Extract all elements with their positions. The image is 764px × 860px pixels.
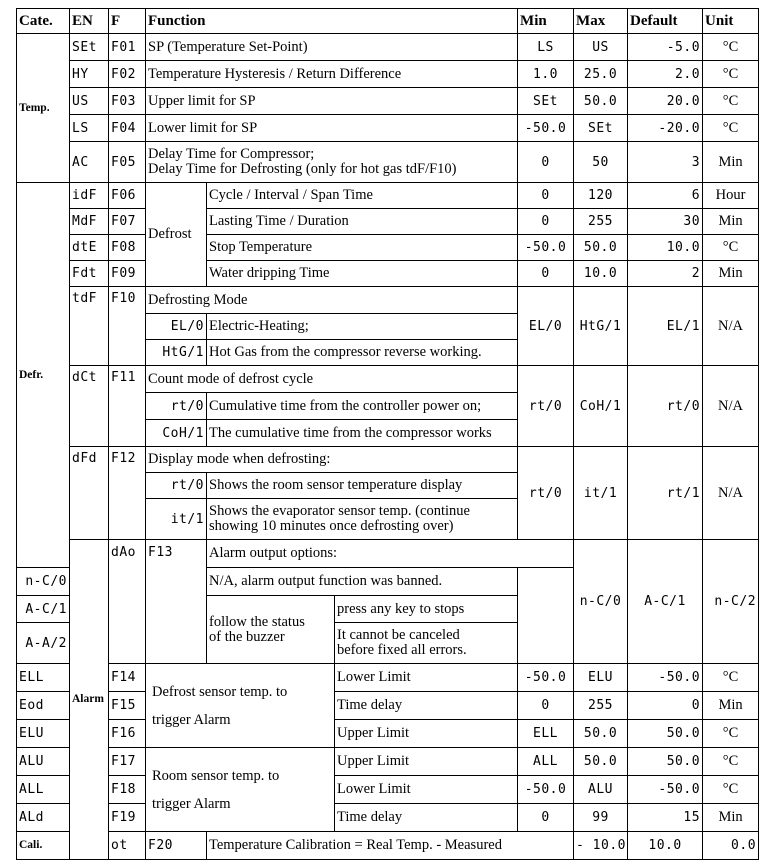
min-value: 0 [518,209,574,235]
max-value: 50.0 [574,720,628,748]
function-text: Lower limit for SP [146,115,518,142]
function-text: Lasting Time / Duration [207,209,518,235]
en-code: MdF [70,209,109,235]
max-value: 50.0 [574,748,628,776]
default-value: -50.0 [628,776,703,804]
unit-value: °C [703,776,759,804]
min-value: 0 [518,261,574,287]
function-text: Upper Limit [335,748,518,776]
min-value: SEt [518,88,574,115]
unit-value: Min [703,804,759,832]
header-function: Function [146,9,518,34]
default-value: 3 [628,142,703,183]
table-row [17,34,759,61]
table-row [17,832,759,860]
option-line-2: before fixed all errors. [337,642,467,658]
max-value: 50 [574,142,628,183]
unit-value: °C [703,664,759,692]
min-value: 0 [518,142,574,183]
option-line-2: showing 10 minutes once defrosting over) [209,518,454,534]
default-value: EL/1 [628,287,703,366]
en-code: ALd [17,804,70,832]
function-text: Lower Limit [335,664,518,692]
en-code: ot [109,832,146,860]
unit-value: N/A [703,287,759,366]
unit-value: Min [703,261,759,287]
f-code: F16 [109,720,146,748]
table-row [17,261,759,287]
function-text [146,142,518,183]
table-row [17,720,759,748]
en-code: ALU [17,748,70,776]
default-value: rt/0 [628,366,703,447]
f-code: F19 [109,804,146,832]
function-text: Water dripping Time [207,261,518,287]
table-row [17,804,759,832]
table-row [17,115,759,142]
function-text: Upper Limit [335,720,518,748]
min-value: -50.0 [518,235,574,261]
default-value: 15 [628,804,703,832]
en-code: idF [70,183,109,209]
max-value: US [574,34,628,61]
option-code: A-A/2 [17,623,70,664]
unit-value: N/A [703,366,759,447]
max-value: 50.0 [574,235,628,261]
unit-value: °C [703,748,759,776]
unit-value: Min [703,142,759,183]
option-code: CoH/1 [146,420,207,447]
f-code: F10 [109,287,146,366]
en-code: SEt [70,34,109,61]
f-code: F03 [109,88,146,115]
min-value: LS [518,34,574,61]
unit-value: °C [703,720,759,748]
min-value: rt/0 [518,366,574,447]
table-row [17,447,759,473]
max-value: 25.0 [574,61,628,88]
max-value: HtG/1 [574,287,628,366]
category-temp: Temp. [17,34,70,183]
max-value: 99 [574,804,628,832]
unit-value: °C [703,115,759,142]
option-code: it/1 [146,499,207,540]
group-line-2: trigger Alarm [152,795,231,812]
f-code: F17 [109,748,146,776]
function-text: Temperature Hysteresis / Return Difference [146,61,518,88]
unit-value: °C [703,34,759,61]
unit-value: °C [703,88,759,115]
default-value: 0.0 [703,832,759,860]
table-row [17,692,759,720]
max-value: CoH/1 [574,366,628,447]
min-value: rt/0 [518,447,574,540]
option-line-1: It cannot be canceled [337,627,460,643]
option-code: n-C/0 [17,568,70,596]
f-code: F08 [109,235,146,261]
function-text: Defrosting Mode [146,287,518,314]
group-line-1: Defrost sensor temp. to [152,683,288,700]
max-value: SEt [574,115,628,142]
table-row [17,235,759,261]
function-text: Display mode when defrosting: [146,447,518,473]
min-value: 0 [518,183,574,209]
f-code: F11 [109,366,146,447]
default-value: rt/1 [628,447,703,540]
option-code: rt/0 [146,473,207,499]
min-value: EL/0 [518,287,574,366]
header-unit: Unit [703,9,759,34]
function-text: Time delay [335,804,518,832]
f-code: F01 [109,34,146,61]
header-max: Max [574,9,628,34]
default-value: 6 [628,183,703,209]
function-text: Upper limit for SP [146,88,518,115]
min-value: n-C/0 [574,540,628,664]
default-value: n-C/2 [703,540,759,664]
header-cate: Cate. [17,9,70,34]
option-line-1: Shows the evaporator sensor temp. (continue [209,503,470,519]
default-value: -5.0 [628,34,703,61]
min-value: ALL [518,748,574,776]
default-value: 2.0 [628,61,703,88]
table-row [17,287,759,314]
unit-value: Min [703,692,759,720]
en-code: Fdt [70,261,109,287]
header-f: F [109,9,146,34]
header-default: Default [628,9,703,34]
header-en: EN [70,9,109,34]
follow-buzzer-text [207,596,335,664]
option-text: press any key to stops [335,596,518,623]
f-code: F15 [109,692,146,720]
f-code: F12 [109,447,146,540]
default-value: 50.0 [628,748,703,776]
default-value: -20.0 [628,115,703,142]
default-value: 20.0 [628,88,703,115]
option-text [335,623,518,664]
max-value: ALU [574,776,628,804]
option-text: The cumulative time from the compressor works [207,420,518,447]
f-code: F20 [146,832,207,860]
table-row [17,776,759,804]
category-alarm: Alarm [70,540,109,860]
table-row [17,142,759,183]
option-text: Cumulative time from the controller power on; [207,393,518,420]
en-code: US [70,88,109,115]
option-text: Electric-Heating; [207,314,518,340]
en-code: HY [70,61,109,88]
en-code: LS [70,115,109,142]
min-value: -50.0 [518,664,574,692]
room-sensor-group-label [146,748,335,832]
table-row [17,183,759,209]
min-value: -50.0 [518,776,574,804]
f-code: F05 [109,142,146,183]
follow-line-2: of the buzzer [209,628,285,645]
f-code: F18 [109,776,146,804]
min-value: - 10.0 [574,832,628,860]
category-defr: Defr. [17,183,70,568]
unit-value: Hour [703,183,759,209]
f-code: F02 [109,61,146,88]
option-text: Hot Gas from the compressor reverse working. [207,340,518,366]
max-value: 120 [574,183,628,209]
option-code: rt/0 [146,393,207,420]
min-value: -50.0 [518,115,574,142]
unit-value: °C [703,61,759,88]
en-code: ELL [17,664,70,692]
category-cali: Cali. [17,832,70,860]
default-value: 0 [628,692,703,720]
max-value: 10.0 [628,832,703,860]
parameter-table [16,8,759,860]
en-code: tdF [70,287,109,366]
function-text: Temperature Calibration = Real Temp. - Measured [207,832,574,860]
en-code: dAo [109,540,146,664]
default-value: 50.0 [628,720,703,748]
unit-value: N/A [703,447,759,540]
f-code: F14 [109,664,146,692]
group-line-1: Room sensor temp. to [152,767,280,784]
table-row [17,61,759,88]
min-value: 0 [518,692,574,720]
defrost-sensor-group-label [146,664,335,748]
en-code: dCt [70,366,109,447]
unit-value: Min [703,209,759,235]
function-text: Time delay [335,692,518,720]
function-text: Stop Temperature [207,235,518,261]
function-text: Count mode of defrost cycle [146,366,518,393]
defrost-group-label: Defrost [146,183,207,287]
f-code: F07 [109,209,146,235]
option-code: EL/0 [146,314,207,340]
en-code: Eod [17,692,70,720]
max-value: 255 [574,209,628,235]
option-code: A-C/1 [17,596,70,623]
option-code: HtG/1 [146,340,207,366]
unit-value: °C [703,235,759,261]
default-value: 30 [628,209,703,235]
option-text: Shows the room sensor temperature display [207,473,518,499]
function-text: Alarm output options: [207,540,574,568]
en-code: dtE [70,235,109,261]
option-text: N/A, alarm output function was banned. [207,568,518,596]
default-value: 2 [628,261,703,287]
table-row [17,664,759,692]
en-code: ELU [17,720,70,748]
default-value: 10.0 [628,235,703,261]
en-code: ALL [17,776,70,804]
option-text [207,499,518,540]
max-value: 50.0 [574,88,628,115]
default-value: -50.0 [628,664,703,692]
f-code: F09 [109,261,146,287]
function-text: SP (Temperature Set-Point) [146,34,518,61]
f-code: F13 [146,540,207,664]
f-code: F06 [109,183,146,209]
header-min: Min [518,9,574,34]
function-text: Cycle / Interval / Span Time [207,183,518,209]
en-code: AC [70,142,109,183]
min-value: ELL [518,720,574,748]
max-value: ELU [574,664,628,692]
f-code: F04 [109,115,146,142]
table-row [17,540,759,568]
max-value: 255 [574,692,628,720]
table-row [17,748,759,776]
max-value: 10.0 [574,261,628,287]
table-row [17,88,759,115]
table-row [17,209,759,235]
table-row [17,366,759,393]
function-line-1: Delay Time for Compressor; [148,146,315,162]
function-line-2: Delay Time for Defrosting (only for hot gas tdF/F10) [148,161,457,177]
min-value: 0 [518,804,574,832]
follow-line-1: follow the status [209,613,305,630]
group-line-2: trigger Alarm [152,711,231,728]
max-value: it/1 [574,447,628,540]
max-value: A-C/1 [628,540,703,664]
en-code: dFd [70,447,109,540]
header-row [17,9,759,34]
function-text: Lower Limit [335,776,518,804]
min-value: 1.0 [518,61,574,88]
